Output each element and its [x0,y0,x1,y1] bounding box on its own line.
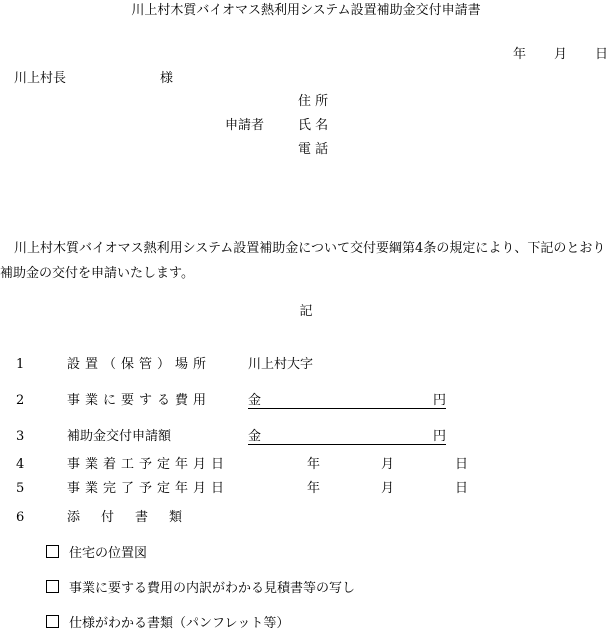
money-suffix: 円 [432,393,446,408]
item-label-attachments: 添 付 書 類 [67,510,187,525]
project-cost-field [248,394,446,409]
attachment-label: 仕様がわかる書類（パンフレット等） [69,616,290,631]
item-number: 6 [16,510,25,525]
submission-date [513,48,608,61]
item-label-start-date: 事業着工予定年月日 [67,457,230,472]
applicant-name-label: 氏 名 [298,118,329,133]
applicant-phone-label: 電 話 [298,142,329,157]
attachment-label: 事業に要する費用の内訳がわかる見積書等の写し [69,581,356,596]
addressee-name: 川上村長 [14,71,67,86]
applicant-label: 申請者 [225,118,265,133]
start-date-month-label: 月 [381,457,395,472]
completion-date-year-label: 年 [307,481,321,496]
item-label-project-cost: 事業に要する費用 [67,393,212,408]
completion-date-day-label: 日 [455,481,469,496]
item-number: 4 [16,457,25,472]
item-label-subsidy-amount: 補助金交付申請額 [67,429,172,444]
form-title: 川上村木質バイオマス熱利用システム設置補助金交付申請書 [131,3,481,18]
item-number: 1 [16,357,25,372]
item-value-location: 川上村大字 [248,357,314,372]
item-number: 2 [16,393,25,408]
date-month-label: 月 [553,47,567,62]
money-prefix: 金 [248,429,262,444]
attachment-label: 住宅の位置図 [69,546,148,561]
applicant-address-label: 住 所 [298,94,329,109]
item-label-location: 設置（保管）場所 [67,357,212,372]
attachment-item[interactable] [46,580,355,595]
money-prefix: 金 [248,393,262,408]
checkbox-icon[interactable] [46,615,59,628]
attachment-item[interactable] [46,545,147,560]
subsidy-amount-field [248,430,446,445]
start-date-day-label: 日 [455,457,469,472]
item-number: 5 [16,481,25,496]
addressee [14,71,174,86]
item-number: 3 [16,429,25,444]
date-day-label: 日 [594,47,608,62]
checkbox-icon[interactable] [46,580,59,593]
date-year-label: 年 [512,47,526,62]
ki-heading: 記 [299,304,313,319]
application-statement: 川上村木質バイオマス熱利用システム設置補助金について交付要綱第4条の規定により、下記のとおり補助金の交付を申請いたします。 [0,241,606,281]
addressee-honorific: 様 [160,71,174,86]
completion-date-month-label: 月 [381,481,395,496]
item-label-completion-date: 事業完了予定年月日 [67,481,230,496]
money-suffix: 円 [432,429,446,444]
start-date-year-label: 年 [307,457,321,472]
attachment-item[interactable] [46,615,289,630]
checkbox-icon[interactable] [46,545,59,558]
